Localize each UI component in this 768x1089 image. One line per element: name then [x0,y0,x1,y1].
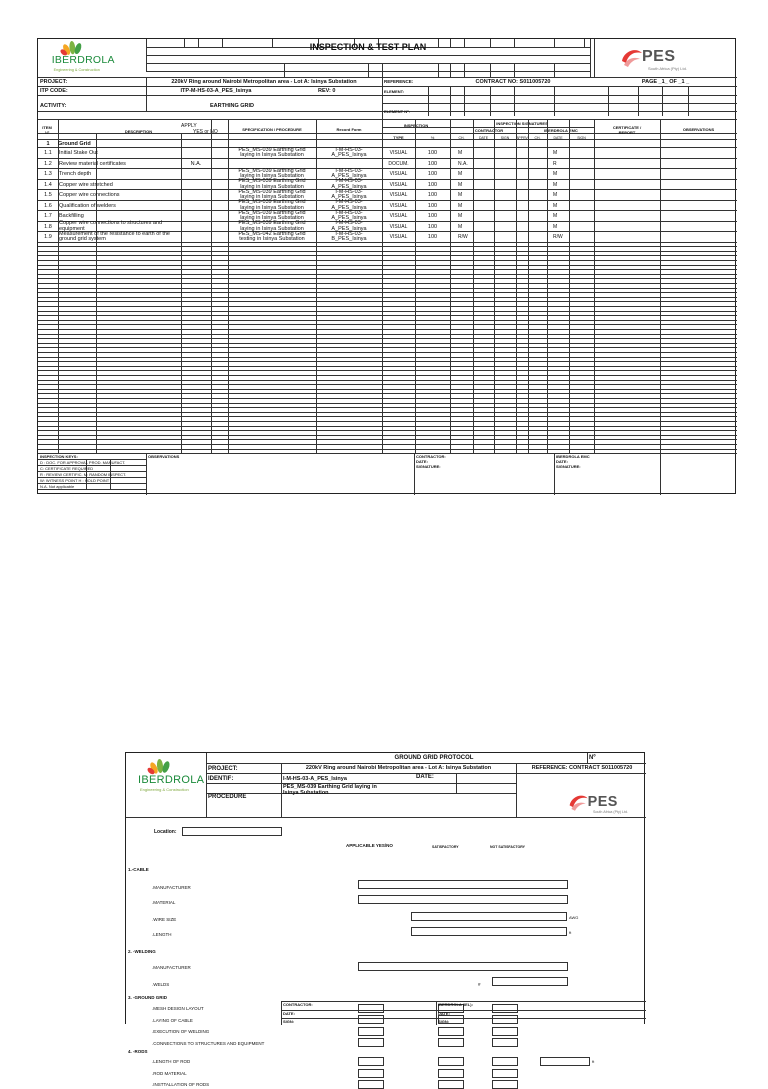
iberdrola-wordmark: IBERDROLA [51,55,115,67]
row-specification: PES_MS-042 Earthing Grid testing in Isinya Substation [238,230,306,242]
signature-field: IBERDROLA (IEL): [438,1002,473,1007]
iberdrola-signature-field: IBERDROLA EMC [556,454,590,459]
welding-welds-input[interactable] [492,977,568,986]
empty-row-line [38,361,737,362]
row-iberdrola-check: M [553,223,558,230]
iberdrola-tagline: Engineering & Construction [140,787,189,792]
row-specification: PES_MS-039 Earthing Grid laying in Isinya Substation [238,220,306,232]
header-sig-sign-2: SIGN [500,136,510,140]
iberdrola-leaves-icon [59,41,88,56]
grid-satisfactory-checkbox[interactable] [438,1038,464,1047]
empty-row-line [38,352,737,353]
grid-item-label: .MESH DESIGN LAYOUT [152,1006,204,1012]
header-apply-yes: YES or NO [193,129,218,135]
row-contractor-check: M [458,202,463,209]
empty-row-line [38,311,737,312]
grid-line [38,77,737,78]
rod-not-satisfactory-checkbox[interactable] [492,1069,518,1078]
grid-line [382,103,737,104]
cable-length-input[interactable] [411,927,567,936]
empty-row-line [38,306,737,307]
row-specification: PES_MS-039 Earthing Grid laying in Isinya Substation [238,188,306,200]
grid-line [368,63,369,77]
rod-satisfactory-checkbox[interactable] [438,1057,464,1066]
empty-row-line [38,435,737,436]
grid-line [38,453,737,454]
row-percent: 100 [427,181,438,188]
signature-field: SIGN: [438,1019,450,1024]
activity-value: EARTHING GRID [210,103,254,109]
location-input[interactable] [182,827,282,836]
protocol-pes-logo [566,791,647,818]
row-contractor-check: N.A. [458,160,468,167]
grid-line [281,1010,646,1011]
header-description: DESCRIPTION [124,129,153,134]
empty-row-line [38,251,737,252]
cable-material-input[interactable] [358,895,568,904]
signature-block [281,1001,646,1025]
itp-code-label: ITP CODE: [40,88,68,94]
header-sig-date-5: DATE [553,136,563,140]
row-description: Review material certificates [59,160,126,167]
row-record-form: I-M-HS-03- A_PES_Isinya [331,146,367,158]
empty-row-line [38,357,737,358]
header-observations: OBSERVATIONS [682,127,715,132]
row-description: Copper wire connections [59,192,120,198]
row-inspection-type: VISUAL [389,234,408,240]
empty-row-line [38,269,737,270]
cable-item-label: .LENGTH [152,932,172,937]
grid-line [206,763,646,764]
row-specification: PES_MS-039 Earthing Grid laying in Isinya Substation [238,178,306,190]
row-percent: 100 [427,160,438,167]
protocol-project: 220kV Ring around Nairobi Metropolitan area - Lot A: Isinya Substation [305,765,492,771]
grid-line [38,489,146,490]
grid-line [382,95,383,121]
row-item-no: 1.8 [44,223,52,230]
protocol-date-label: DATE: [416,774,434,780]
header-contractor: CONTRACTOR [474,128,504,133]
empty-row-line [38,375,737,376]
row-record-form: I-M-HS-03- A_PES_Isinya [331,178,367,190]
grid-line [146,55,590,56]
row-description: Trench depth [59,171,92,177]
grid-line [281,1018,646,1019]
reference-label: REFERENCE: [384,79,414,84]
row-percent: 100 [427,171,438,177]
header-sig-sign-6: SIGN [577,136,586,140]
element-label: ELEMENT: [384,89,404,94]
empty-row-line [38,334,737,335]
header-specification: SPECIFICATION / PROCEDURE [242,127,302,132]
section-ground-grid: 3. -GROUND GRID [128,994,168,1000]
empty-row-line [38,315,737,316]
row-iberdrola-check: M [553,171,558,177]
empty-row-line [38,449,737,450]
grid-line [38,119,737,120]
row-iberdrola-check: M [553,181,558,188]
section-rods: 4. -RODS [128,1049,148,1055]
rod-applicable-checkbox[interactable] [358,1057,384,1066]
row-iberdrola-check: M [553,213,558,219]
empty-row-line [38,278,737,279]
header-signatures: INSPECTION SIGNATURES [496,121,548,126]
row-percent: 100 [427,213,438,219]
row-item-no: 1.5 [44,192,52,198]
grid-item-label: .CONNECTIONS TO STRUCTURES AND EQUIPMENT [152,1040,265,1046]
grid-line [464,63,465,77]
contractor-signature-field: DATE: [416,459,428,464]
pes-swirl-icon [566,791,589,814]
row-description: Copper wire connections to structures and equipment [59,220,163,232]
grid-line [146,77,147,111]
row-inspection-type: DOCUM. [388,160,409,167]
inspection-key: D : DOC. FOR APPROVAL PROD. MANUFACT. [40,459,126,465]
empty-row-line [38,439,737,440]
empty-row-line [38,403,737,404]
grid-line [450,63,451,77]
grid-not-satisfactory-checkbox[interactable] [492,1038,518,1047]
row-inspection-type: VISUAL [389,223,408,230]
row-record-form: I-M-HS-03- A_PES_Isinya [331,220,367,232]
grid-line [554,63,555,77]
row-inspection-type: VISUAL [389,150,408,156]
header-sig-ch-4: CH. [534,136,541,140]
table-row-line [38,168,737,169]
row-contractor-check: M [458,192,463,198]
row-record-form: I-M-HS-03- B_PES_Isinya [331,230,367,242]
header-type: TYPE [393,135,404,140]
rod-item-label: .LENGTH OF ROD [152,1059,191,1065]
rod-applicable-checkbox[interactable] [358,1069,384,1078]
row-percent: 100 [427,150,438,156]
section-cable: 1.-CABLE [128,867,149,872]
row-item-no: 1.4 [44,181,52,188]
row-contractor-check: M [458,213,463,219]
inspection-key: W: WITNESS POINT H : HOLD POINT [40,477,110,483]
grid-line [660,453,661,495]
empty-row-line [38,398,737,399]
row-iberdrola-check: M [553,192,558,198]
empty-row-line [38,329,737,330]
row-apply: N.A. [190,160,202,167]
grid-line [590,39,591,77]
row-iberdrola-check: M [553,202,558,209]
table-row-line [38,189,737,190]
grid-line [38,95,737,96]
empty-row-line [38,366,737,367]
inspection-key: R : REVIEW CERTIFIC. M: RANDOM INSPECT. [40,471,127,477]
pes-tagline: South Africa (Pty) Ltd. [593,809,628,814]
grid-line [436,1001,437,1025]
grid-line [587,753,588,763]
empty-row-line [38,338,737,339]
header-iberdrola-emc: IBERDROLA EMC [544,128,578,133]
inspection-key: N.A. Not applicable [40,483,75,489]
empty-row-line [38,246,737,247]
grid-line [554,453,555,495]
empty-row-line [38,384,737,385]
protocol-no-label: Nº [589,755,596,761]
rod-ft-unit: ft [592,1059,595,1065]
empty-row-line [38,301,737,302]
row-description: Qualification of welders [59,202,116,209]
rod-applicable-checkbox[interactable] [358,1080,384,1089]
row-record-form: I-M-HS-03- A_PES_Isinya [331,209,367,221]
grid-line [456,773,457,793]
signature-field: DATE: [438,1011,450,1016]
cable-item-label: .WIRE SIZE [152,917,177,922]
empty-row-line [38,412,737,413]
empty-row-line [38,421,737,422]
header-sig-ch-0: CH. [458,136,465,140]
row-description: Backfilling [59,213,84,219]
empty-row-line [38,255,737,256]
row-inspection-type: VISUAL [389,171,408,177]
empty-row-line [38,426,737,427]
empty-row-line [38,288,737,289]
footer-observations-label: OBSERVATIONS [148,454,180,459]
grid-line [281,763,282,817]
row-percent: 100 [427,202,438,209]
revision: REV: 0 [318,88,336,94]
header-item-no: Nº [44,130,50,135]
grid-applicable-checkbox[interactable] [358,1027,384,1036]
protocol-procedure: PES_MS-039 Earthing Grid laying in Isinya Substation [283,784,377,796]
row-inspection-type: VISUAL [389,181,408,188]
cable-wire-size-input[interactable] [411,912,567,921]
welding-manufacturer-label: .MANUFACTURER [152,965,191,970]
empty-row-line [38,380,737,381]
rod-length-input[interactable] [540,1057,590,1066]
cable-manufacturer-input[interactable] [358,880,568,889]
itp-title: INSPECTION & TEST PLAN [309,42,427,52]
row-inspection-type: VISUAL [389,192,408,198]
grid-line [514,63,515,77]
row-item-no: 1.7 [44,213,52,219]
protocol-procedure-label: PROCEDURE [208,794,247,800]
awg-unit: AWG [569,915,579,920]
itp-sheet [37,38,736,494]
empty-row-line [38,407,737,408]
row-item-no: 1.3 [44,171,52,177]
activity-label: ACTIVITY: [40,103,67,109]
pes-wordmark: PES [587,793,618,810]
header-inspection: INSPECTION [403,123,429,128]
grid-line [516,763,517,817]
contractor-signature-field: SIGNATURE: [416,464,441,469]
protocol-reference: REFERENCE: CONTRACT S011005720 [531,765,633,771]
header-apply: APPLY [181,123,197,129]
iberdrola-leaves-icon [146,759,176,775]
grid-line [284,63,285,77]
empty-row-line [38,274,737,275]
rod-item-label: .INSTTALLATION OF RODS [152,1082,210,1088]
cable-item-label: .MANUFACTURER [152,885,191,890]
grid-line [382,63,383,77]
protocol-iberdrola-logo [132,759,214,793]
element-no-label: ELEMENT N°: [384,109,411,114]
cable-item-label: .MATERIAL [152,900,176,905]
project-label: PROJECT: [40,79,68,85]
section-number: 1 [46,141,50,147]
empty-row-line [38,393,737,394]
row-item-no: 1.1 [44,150,52,156]
rod-satisfactory-checkbox[interactable] [438,1069,464,1078]
empty-row-line [38,283,737,284]
signature-field: DATE: [283,1011,295,1016]
pes-swirl-icon [618,45,644,71]
iberdrola-wordmark: IBERDROLA [138,774,205,786]
rod-item-label: .ROD MATERIAL [152,1070,187,1076]
rod-satisfactory-checkbox[interactable] [438,1080,464,1089]
section-name: Ground Grid [58,141,91,147]
empty-row-line [38,416,737,417]
row-record-form: I-M-HS-03- A_PES_Isinya [331,167,367,179]
row-description: Measurement of the resistance to earth of the ground grid system [59,230,170,242]
welding-welds-label: .WELDS [152,982,170,987]
empty-row-line [38,265,737,266]
project-value: 220kV Ring around Nairobi Metropolitan area - Lot A: Isinya Substation [171,79,357,85]
protocol-identif-label: IDENTIF: [208,776,234,782]
row-specification: PES_MS-039 Earthing Grid laying in Isinya Substation [238,199,306,211]
empty-row-line [38,444,737,445]
row-record-form: I-M-HS-03- A_PES_Isinya [331,188,367,200]
empty-row-line [38,347,737,348]
grid-line [414,453,415,495]
protocol-project-label: PROJECT: [208,766,238,772]
grid-not-satisfactory-checkbox[interactable] [492,1027,518,1036]
protocol-identif: I-M-HS-03-A_PES_Isinya [283,776,347,782]
rod-not-satisfactory-checkbox[interactable] [492,1080,518,1089]
header-certificate: CERTIFICATE / [612,125,642,130]
welding-manufacturer-input[interactable] [358,962,568,971]
row-contractor-check: M [458,150,463,156]
grid-line [594,39,595,77]
row-contractor-check: M [458,181,463,188]
header-sig-apprv-3: APPRV [516,136,528,140]
empty-row-line [38,292,737,293]
iberdrola-signature-field: SIGNATURE: [556,464,581,469]
row-percent: 100 [427,192,438,198]
signature-field: SIGN: [283,1019,295,1024]
header-sig-date-1: DATE [478,136,489,140]
inspection-key: C: CERTIFICATE REQUIRED [40,465,94,471]
row-contractor-check: R/W [458,234,468,240]
table-row-line [38,158,737,159]
row-iberdrola-check: R/W [553,234,563,240]
col-applicable: APPLICABLE YES/NO [346,843,393,848]
page-number: PAGE _1_ OF _1 _ [641,79,690,85]
empty-row-line [38,297,737,298]
row-item-no: 1.9 [44,234,52,240]
grid-item-label: .LAYING OF CABLE [152,1017,193,1023]
row-inspection-type: VISUAL [389,213,408,219]
row-specification: PES_MS-039 Earthing Grid laying in Isinya Substation [238,146,306,158]
protocol-sheet [125,752,645,1088]
table-row-line [38,200,737,201]
row-specification: PES_MS-039 Earthing Grid laying in Isinya Substation [238,209,306,221]
itp-iberdrola-logo [46,41,124,73]
row-specification: PES_MS-039 Earthing Grid laying in Isinya Substation [238,167,306,179]
grid-line [38,147,737,148]
header-record-form: Record Form [336,127,362,132]
row-iberdrola-check: R [553,160,557,167]
empty-row-line [38,320,737,321]
inspection-keys-title: INSPECTION KEYS: [40,454,78,459]
pes-wordmark: PES [642,48,676,65]
welds-hash: # [478,982,481,987]
grid-item-label: .EXECUTION OF WELDING [152,1029,210,1035]
table-row-line [38,210,737,211]
itp-pes-logo [618,45,708,75]
empty-row-line [38,343,737,344]
grid-applicable-checkbox[interactable] [358,1038,384,1047]
header-item: ITEM [42,125,52,130]
rod-not-satisfactory-checkbox[interactable] [492,1057,518,1066]
col-not-satisfactory: NOT SATISFACTORY [490,845,525,849]
row-description: Initial Stake Out [59,150,98,156]
row-percent: 100 [427,234,438,240]
row-record-form: I-M-HS-03- A_PES_Isinya [331,199,367,211]
grid-line [281,1001,282,1025]
location-label: Location: [154,829,177,835]
row-inspection-type: VISUAL [389,202,408,209]
contractor-signature-field: CONTRACTOR: [416,454,446,459]
iberdrola-tagline: Engineering & Construction [53,67,100,72]
header-percent: % [430,135,435,140]
ft-unit: ft [569,930,572,935]
grid-line [146,453,147,495]
protocol-title: GROUND GRID PROTOCOL [394,755,474,761]
empty-row-line [38,370,737,371]
iberdrola-signature-field: DATE: [556,459,568,464]
itp-code-value: ITP-M-HS-03-A_PES_Isinya [180,88,252,94]
row-percent: 100 [427,223,438,230]
row-contractor-check: M [458,223,463,230]
col-satisfactory: SATISFACTORY [432,845,459,849]
row-description: Copper wire stretched [59,181,113,188]
contract-number: CONTRACT NO: S011005720 [475,79,551,85]
header-report: REPORT [618,130,636,135]
row-item-no: 1.6 [44,202,52,209]
row-iberdrola-check: M [553,150,558,156]
empty-row-line [38,260,737,261]
empty-row-line [38,324,737,325]
signature-field: CONTRACTOR: [283,1002,313,1007]
grid-line [438,63,439,77]
pes-tagline: South Africa (Pty) Ltd. [648,66,687,71]
row-item-no: 1.2 [44,160,52,167]
empty-row-line [38,430,737,431]
table-row-line [38,179,737,180]
grid-satisfactory-checkbox[interactable] [438,1027,464,1036]
row-contractor-check: M [458,171,463,177]
grid-line [38,86,737,87]
empty-row-line [38,389,737,390]
grid-line [490,63,491,77]
section-welding: 2. -WELDING [128,949,156,954]
